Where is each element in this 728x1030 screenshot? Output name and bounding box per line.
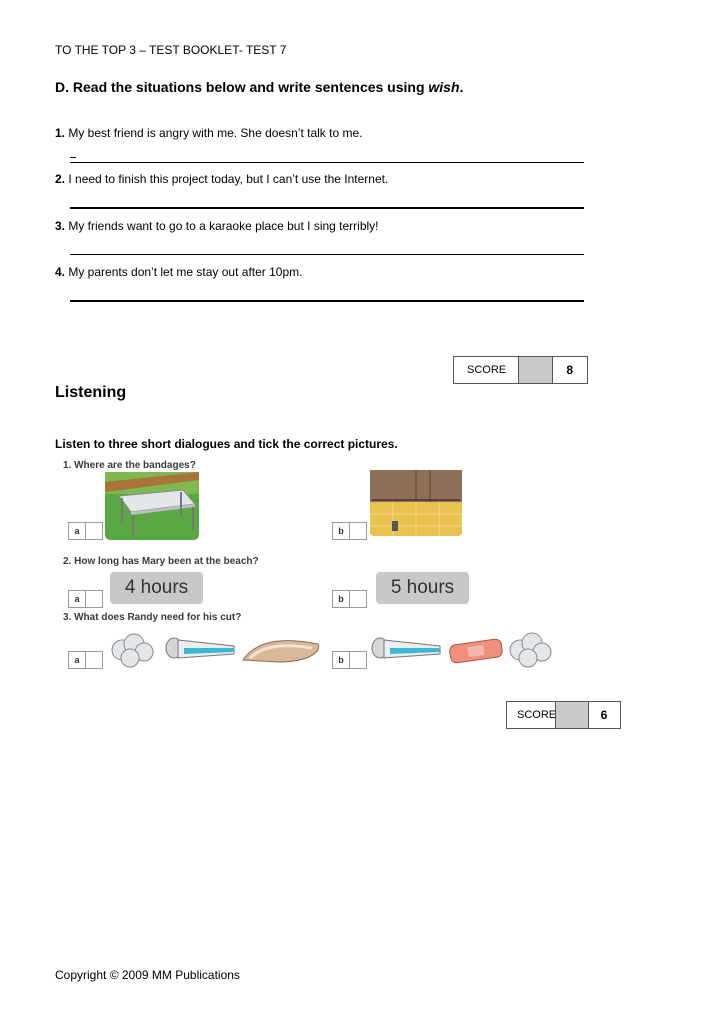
answer-line-4[interactable] xyxy=(70,300,584,302)
option-1a[interactable] xyxy=(68,522,103,540)
page-header: TO THE TOP 3 – TEST BOOKLET- TEST 7 xyxy=(55,43,287,57)
answer-line-2[interactable] xyxy=(70,207,584,209)
option-letter: b xyxy=(333,652,350,668)
title-emphasis: wish xyxy=(428,79,460,95)
tick-checkbox[interactable] xyxy=(350,523,366,539)
option-2b[interactable] xyxy=(332,590,367,608)
score-label: SCORE xyxy=(454,357,519,383)
cotton-ointment-bandage-picture xyxy=(108,628,323,670)
option-2a[interactable] xyxy=(68,590,103,608)
option-3b[interactable] xyxy=(332,651,367,669)
answer-line-3[interactable] xyxy=(70,254,584,255)
hours-option-b: 5 hours xyxy=(376,572,469,604)
score-box-listening xyxy=(506,701,621,729)
tick-checkbox[interactable] xyxy=(350,652,366,668)
tick-checkbox[interactable] xyxy=(86,523,102,539)
option-letter: a xyxy=(69,652,86,668)
option-letter: a xyxy=(69,523,86,539)
option-letter: a xyxy=(69,591,86,607)
ointment-plaster-cotton-picture xyxy=(370,628,555,670)
option-1b[interactable] xyxy=(332,522,367,540)
listening-question-1: 1. Where are the bandages? xyxy=(63,460,196,471)
listening-instruction: Listen to three short dialogues and tick the correct pictures. xyxy=(55,437,398,451)
listening-question-3: 3. What does Randy need for his cut? xyxy=(63,612,242,623)
question-2: 2. I need to finish this project today, but I can’t use the Internet. xyxy=(55,172,389,186)
tick-checkbox[interactable] xyxy=(86,591,102,607)
listening-heading: Listening xyxy=(55,384,127,401)
question-1: 1. My best friend is angry with me. She doesn’t talk to me. xyxy=(55,126,363,140)
score-label: SCORE xyxy=(507,702,556,728)
answer-dash xyxy=(70,157,76,158)
answer-line-1[interactable] xyxy=(70,162,584,163)
question-3: 3. My friends want to go to a karaoke place but I sing terribly! xyxy=(55,219,379,233)
section-d-title: D. Read the situations below and write sentences using wish. xyxy=(55,79,464,95)
score-blank[interactable] xyxy=(519,357,553,383)
listening-question-2: 2. How long has Mary been at the beach? xyxy=(63,556,259,567)
score-box-section-d xyxy=(453,356,588,384)
copyright-footer: Copyright © 2009 MM Publications xyxy=(55,968,240,982)
hours-option-a: 4 hours xyxy=(110,572,203,604)
option-letter: b xyxy=(333,591,350,607)
question-4: 4. My parents don’t let me stay out after 10pm. xyxy=(55,265,303,279)
table-picture xyxy=(105,472,199,540)
cupboard-picture xyxy=(370,470,462,536)
score-value: 6 xyxy=(600,708,608,722)
option-letter: b xyxy=(333,523,350,539)
tick-checkbox[interactable] xyxy=(350,591,366,607)
tick-checkbox[interactable] xyxy=(86,652,102,668)
score-blank[interactable] xyxy=(556,702,589,728)
score-value: 8 xyxy=(566,363,574,377)
option-3a[interactable] xyxy=(68,651,103,669)
